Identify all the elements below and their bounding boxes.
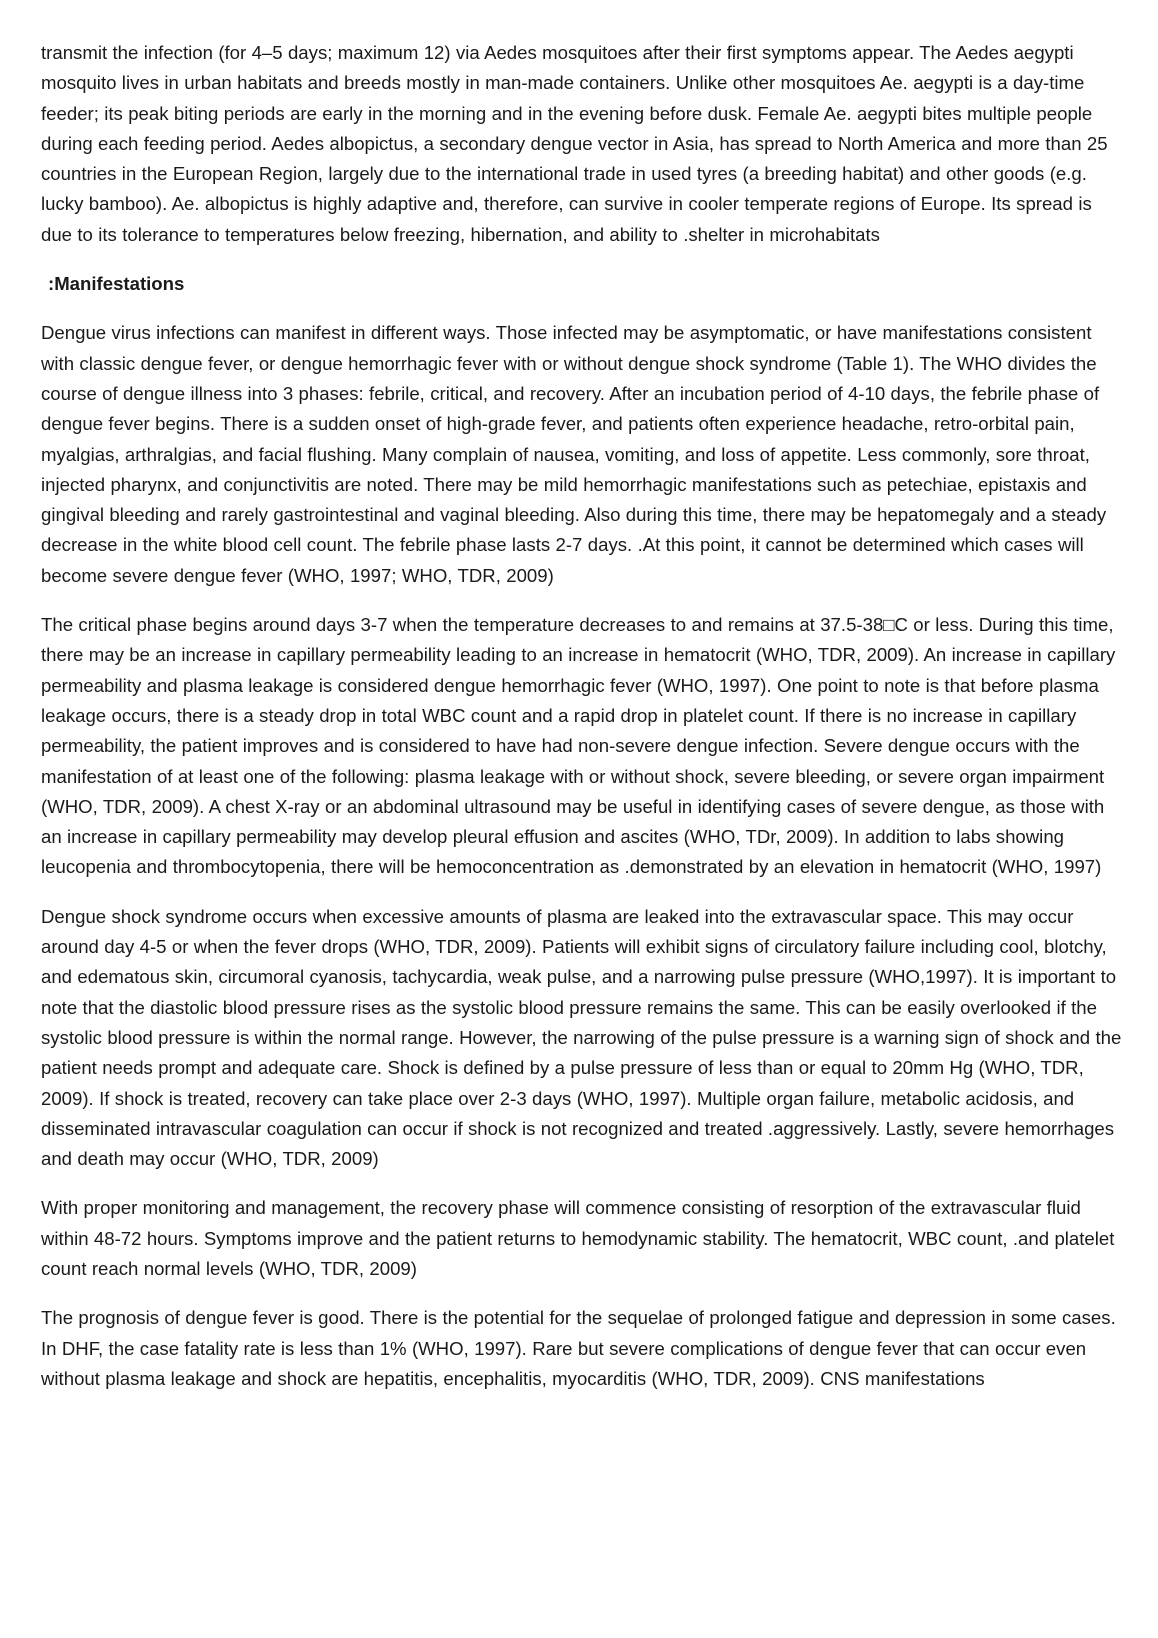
paragraph-febrile-phase: Dengue virus infections can manifest in different ways. Those infected may be asymptomatic, or have manifestations consistent with classic dengue fever, or dengue hemorrhagic fever with or without dengue shock syndrome (Table 1). The WHO divides the course of dengue illness into 3 phases: febrile, critical, and recovery. After an incubation period of 4-10 days, the febrile phase of dengue fever begins. There is a sudden onset of high-grade fever, and patients often experience headache, retro-orbital pain, myalgias, arthralgias, and facial flushing. Many complain of nausea, vomiting, and loss of appetite. Less commonly, sore throat, injected pharynx, and conjunctivitis are noted. There may be mild hemorrhagic manifestations such as petechiae, epistaxis and gingival bleeding and rarely gastrointestinal and vaginal bleeding. Also during this time, there may be hepatomegaly and a steady decrease in the white blood cell count. The febrile phase lasts 2-7 days. .At this point, it cannot be determined which cases will become severe dengue fever (WHO, 1997; WHO, TDR, 2009) xyxy=(41,322,1107,586)
paragraph-prognosis: The prognosis of dengue fever is good. There is the potential for the sequelae of prolonged fatigue and depression in some cases. In DHF, the case fatality rate is less than 1% (WHO, 1997). Rare but severe complications of dengue fever that can occur even without plasma leakage and shock are hepatitis, encephalitis, myocarditis (WHO, TDR, 2009). CNS manifestations xyxy=(41,1307,1116,1389)
paragraph-recovery-phase: With proper monitoring and management, the recovery phase will commence consisting of resorption of the extravascular fluid within 48-72 hours. Symptoms improve and the patient returns to hemodynamic stability. The hematocrit, WBC count, .and platelet count reach normal levels (WHO, TDR, 2009) xyxy=(41,1197,1115,1279)
paragraph-shock-syndrome: Dengue shock syndrome occurs when excessive amounts of plasma are leaked into the extravascular space. This may occur around day 4-5 or when the fever drops (WHO, TDR, 2009). Patients will exhibit signs of circulatory failure including cool, blotchy, and edematous skin, circumoral cyanosis, tachycardia, weak pulse, and a narrowing pulse pressure (WHO,1997). It is important to note that the diastolic blood pressure rises as the systolic blood pressure remains the same. This can be easily overlooked if the systolic blood pressure is within the normal range. However, the narrowing of the pulse pressure is a warning sign of shock and the patient needs prompt and adequate care. Shock is defined by a pulse pressure of less than or equal to 20mm Hg (WHO, TDR, 2009). If shock is treated, recovery can take place over 2-3 days (WHO, 1997). Multiple organ failure, metabolic acidosis, and disseminated intravascular coagulation can occur if shock is not recognized and treated .aggressively. Lastly, severe hemorrhages and death may occur (WHO, TDR, 2009) xyxy=(41,905,1122,1170)
paragraph-critical-phase: The critical phase begins around days 3-7 when the temperature decreases to and remains at 37.5-38□C or less. During this time, there may be an increase in capillary permeability leading to an increase in hematocrit (WHO, TDR, 2009). An increase in capillary permeability and plasma leakage is considered dengue hemorrhagic fever (WHO, 1997). One point to note is that before plasma leakage occurs, there is a steady drop in total WBC count and a rapid drop in platelet count. If there is no increase in capillary permeability, the patient improves and is considered to have had non-severe dengue infection. Severe dengue occurs with the manifestation of at least one of the following: plasma leakage with or without shock, severe bleeding, or severe organ impairment (WHO, TDR, 2009). A chest X-ray or an abdominal ultrasound may be useful in identifying cases of severe dengue, as those with an increase in capillary permeability may develop pleural effusion and ascites (WHO, TDr, 2009). In addition to labs showing leucopenia and thrombocytopenia, there will be hemoconcentration as .demonstrated by an elevation in hematocrit (WHO, 1997) xyxy=(41,614,1116,878)
paragraph-transmission: transmit the infection (for 4–5 days; maximum 12) via Aedes mosquitoes after their first symptoms appear. The Aedes aegypti mosquito lives in urban habitats and breeds mostly in man-made containers. Unlike other mosquitoes Ae. aegypti is a day-time feeder; its peak biting periods are early in the morning and in the evening before dusk. Female Ae. aegypti bites multiple people during each feeding period. Aedes albopictus, a secondary dengue vector in Asia, has spread to North America and more than 25 countries in the European Region, largely due to the international trade in used tyres (a breeding habitat) and other goods (e.g. lucky bamboo). Ae. albopictus is highly adaptive and, therefore, can survive in cooler temperate regions of Europe. Its spread is due to its tolerance to temperatures below freezing, hibernation, and ability to .shelter in microhabitats xyxy=(41,42,1108,245)
document-page xyxy=(41,38,1127,1413)
section-heading-manifestations: :Manifestations xyxy=(48,273,185,295)
